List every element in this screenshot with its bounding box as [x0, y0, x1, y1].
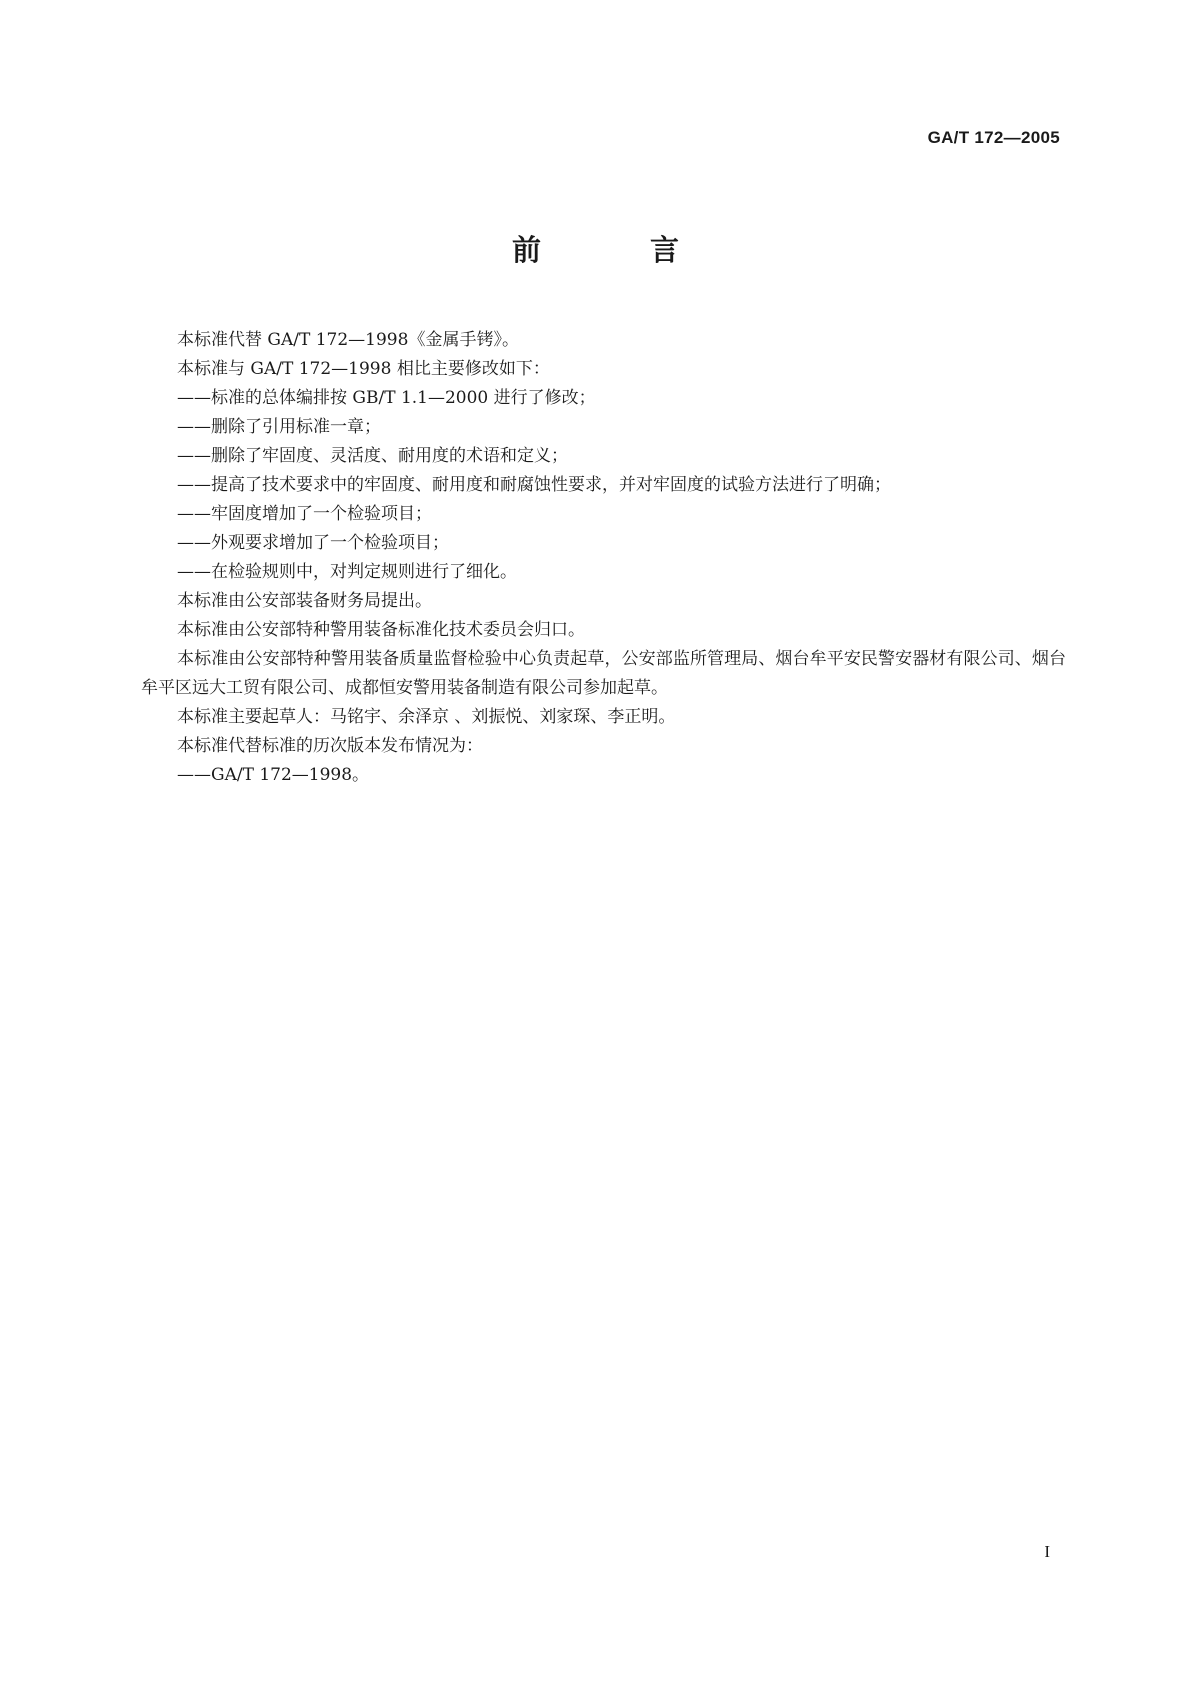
change-item-removed-references: ——删除了引用标准一章； — [177, 417, 381, 437]
page-number: I — [1044, 1542, 1050, 1561]
change-item-requirements: ——提高了技术要求中的牢固度、耐用度和耐腐蚀性要求，并对牢固度的试验方法进行了明确； — [177, 475, 891, 495]
paragraph-version-history-intro: 本标准代替标准的历次版本发布情况为： — [177, 736, 483, 756]
change-item-inspection-rules: ——在检验规则中，对判定规则进行了细化。 — [177, 562, 517, 582]
standard-number: GA/T 172—2005 — [927, 128, 1060, 147]
paragraph-changes-intro: 本标准与 GA/T 172—1998 相比主要修改如下： — [177, 359, 550, 379]
change-item-appearance-test: ——外观要求增加了一个检验项目； — [177, 533, 449, 553]
change-item-removed-terms: ——删除了牢固度、灵活度、耐用度的术语和定义； — [177, 446, 568, 466]
paragraph-proposed-by: 本标准由公安部装备财务局提出。 — [177, 591, 432, 611]
paragraph-replaces: 本标准代替 GA/T 172—1998《金属手铐》。 — [177, 330, 519, 350]
document-body — [141, 326, 1066, 790]
paragraph-drafting-organizations: 本标准由公安部特种警用装备质量监督检验中心负责起草，公安部监所管理局、烟台牟平安民警安器材有限公司、烟台牟平区远大工贸有限公司、成都恒安警用装备制造有限公司参加起草。 — [141, 649, 1066, 698]
paragraph-drafters: 本标准主要起草人：马铭宇、余泽京 、刘振悦、刘家琛、李正明。 — [177, 707, 676, 727]
change-item-strength-test: ——牢固度增加了一个检验项目； — [177, 504, 432, 524]
change-item-layout: ——标准的总体编排按 GB/T 1.1—2000 进行了修改； — [177, 388, 596, 408]
page-title: 前 言 — [511, 233, 719, 267]
paragraph-under-jurisdiction: 本标准由公安部特种警用装备标准化技术委员会归口。 — [177, 620, 585, 640]
version-history-item: ——GA/T 172—1998。 — [177, 765, 370, 785]
